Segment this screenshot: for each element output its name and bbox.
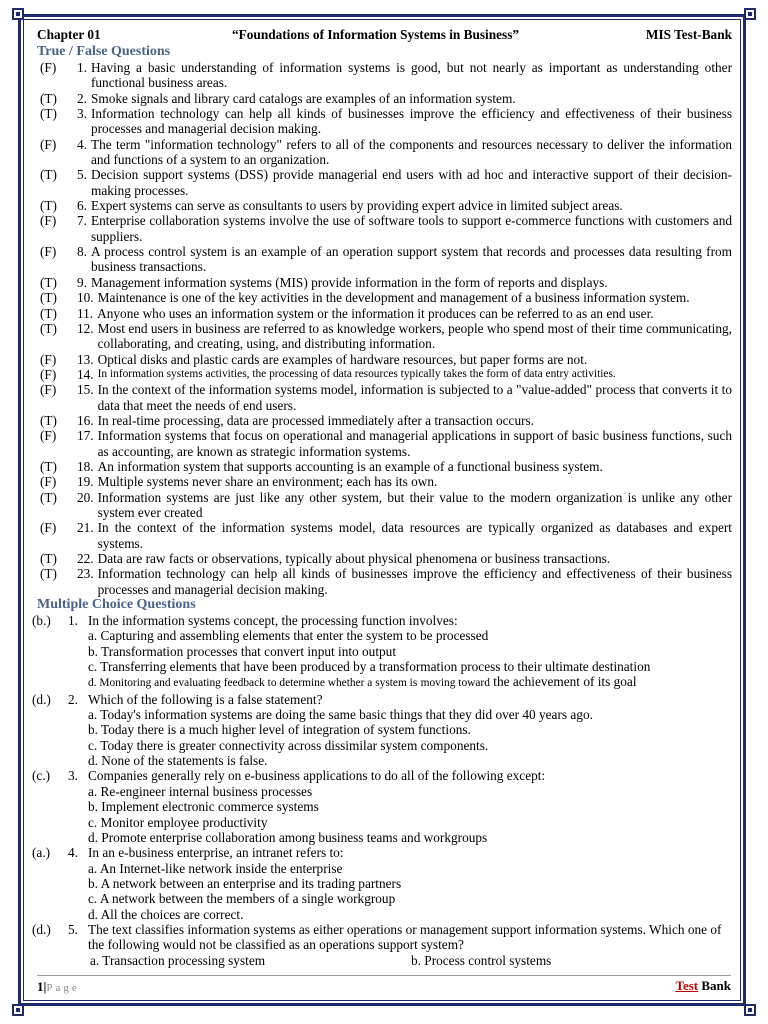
mc-option: b. Transformation processes that convert input into output xyxy=(88,643,397,659)
mc-option-row xyxy=(32,953,732,968)
tf-answer: (F) xyxy=(40,351,57,367)
chapter-label: Chapter 01 xyxy=(37,27,101,42)
tf-answer: (F) xyxy=(40,60,57,75)
tf-number: 22. xyxy=(77,551,94,566)
tf-number: 3. xyxy=(77,106,87,122)
mc-option: c. A network between the members of a single workgroup xyxy=(88,891,396,907)
document-title: “Foundations of Information Systems in Business” xyxy=(232,27,520,42)
tf-question xyxy=(32,137,732,168)
footer-bank-word: Bank xyxy=(701,978,731,993)
tf-question xyxy=(32,382,732,413)
mc-option: a. Today's information systems are doing the same basic things that they did over 40 years ago. xyxy=(88,707,593,723)
tf-question xyxy=(32,566,732,597)
tf-answer: (F) xyxy=(40,244,57,260)
mc-option: b. A network between an enterprise and its trading partners xyxy=(88,875,402,891)
tf-question xyxy=(32,352,732,367)
mc-option: b. Process control systems xyxy=(411,952,552,968)
tf-number: 14. xyxy=(77,366,94,382)
tf-number: 4. xyxy=(77,136,87,152)
tf-answer: (F) xyxy=(40,136,57,152)
tf-question-text: Information technology can help all kinds of businesses improve the efficiency and effectiveness of their business processes and managerial decision making. xyxy=(90,106,732,137)
mc-question-text: In the information systems concept, the processing function involves: xyxy=(88,613,458,629)
mc-question xyxy=(32,922,732,953)
tf-number: 17. xyxy=(77,428,94,444)
tf-answer: (T) xyxy=(40,167,57,183)
mc-option: d. All the choices are correct. xyxy=(88,906,244,922)
mc-number: 2. xyxy=(68,691,78,707)
mc-option: b. Today there is a much higher level of integration of system functions. xyxy=(88,722,471,738)
mc-answer: (a.) xyxy=(32,845,51,861)
page-label: Page xyxy=(46,982,80,994)
page-footer xyxy=(37,975,731,996)
tf-question-text: Decision support systems (DSS) provide managerial end users with ad hoc and interactive support of their decision-making processes. xyxy=(90,167,732,198)
tf-answer: (T) xyxy=(40,458,57,474)
tf-answer: (T) xyxy=(40,198,57,214)
tf-answer: (F) xyxy=(40,366,57,382)
tf-answer: (T) xyxy=(40,566,57,582)
test-bank-label: MIS Test-Bank xyxy=(645,27,732,42)
tf-number: 19. xyxy=(77,474,94,490)
tf-question-text: Management information systems (MIS) provide information in the form of reports and displays. xyxy=(90,274,608,290)
corner-ornament xyxy=(744,1004,756,1016)
mc-option xyxy=(32,674,732,691)
tf-question xyxy=(32,551,732,566)
mc-question xyxy=(32,768,732,783)
tf-question-text: In real-time processing, data are processed immediately after a transaction occurs. xyxy=(97,412,535,428)
tf-number: 16. xyxy=(77,412,94,428)
tf-question-text: Data are raw facts or observations, typically about physical phenomena or business transactions. xyxy=(97,551,611,566)
tf-question-text: Anyone who uses an information system or the information it produces can be referred to as an end user. xyxy=(97,305,654,321)
tf-number: 10. xyxy=(77,290,94,306)
tf-question xyxy=(32,459,732,474)
tf-number: 7. xyxy=(77,213,87,229)
tf-question xyxy=(32,91,732,106)
tf-number: 23. xyxy=(77,566,94,582)
tf-question xyxy=(32,520,732,551)
tf-question-text: Having a basic understanding of information systems is good, but not nearly as important as understanding other functional business areas. xyxy=(90,60,732,91)
mc-number: 5. xyxy=(68,921,78,937)
mc-option: b. Implement electronic commerce systems xyxy=(88,799,319,815)
document-body xyxy=(32,27,732,972)
tf-answer: (F) xyxy=(40,213,57,229)
tf-question xyxy=(32,275,732,290)
tf-question-text: In information systems activities, the processing of data resources typically takes the form of data entry activities. xyxy=(97,367,616,380)
tf-question-text: Most end users in business are referred to as knowledge workers, people who spend most of their time communicating, collaborating, and creating, using, and distributing information. xyxy=(97,320,732,352)
tf-answer: (T) xyxy=(40,412,57,428)
mc-answer: (c.) xyxy=(32,768,51,784)
tf-answer: (T) xyxy=(40,90,57,106)
tf-question xyxy=(32,198,732,213)
tf-answer: (F) xyxy=(40,474,57,490)
tf-question xyxy=(32,428,732,459)
tf-question xyxy=(32,490,732,521)
tf-number: 2. xyxy=(77,90,87,106)
tf-answer: (T) xyxy=(40,320,57,336)
tf-answer: (T) xyxy=(40,274,57,290)
tf-question xyxy=(32,167,732,198)
tf-question xyxy=(32,321,732,352)
mc-option: c. Today there is greater connectivity across dissimilar system components. xyxy=(88,737,489,753)
test-bank-footer xyxy=(675,978,731,994)
tf-number: 15. xyxy=(77,382,94,398)
tf-number: 13. xyxy=(77,351,94,367)
mc-option-part: moving toward xyxy=(420,677,490,690)
tf-answer: (T) xyxy=(40,290,57,306)
tf-question-text: Smoke signals and library card catalogs are examples of an information system. xyxy=(90,90,516,106)
tf-question xyxy=(32,413,732,428)
tf-number: 11. xyxy=(77,305,94,321)
tf-answer: (F) xyxy=(40,382,57,398)
tf-section-heading: True / False Questions xyxy=(37,44,171,59)
tf-question xyxy=(32,106,732,137)
mc-option: a. Transaction processing system xyxy=(90,952,266,968)
tf-answer: (T) xyxy=(40,106,57,122)
tf-question xyxy=(32,213,732,244)
mc-option-part: the achievement of its goal xyxy=(493,674,637,690)
mc-option: c. Transferring elements that have been produced by a transformation process to their ultimate destination xyxy=(88,659,651,675)
mc-number: 3. xyxy=(68,768,78,784)
tf-number: 6. xyxy=(77,198,87,214)
tf-number: 5. xyxy=(77,167,87,183)
tf-number: 8. xyxy=(77,244,87,260)
tf-question xyxy=(32,306,732,321)
corner-ornament xyxy=(744,8,756,20)
mc-answer: (b.) xyxy=(32,613,51,629)
tf-number: 12. xyxy=(77,320,94,336)
tf-question xyxy=(32,290,732,305)
tf-question-text: In the context of the information systems model, information is subjected to a "value-added" process that converts it to data that meet the needs of end users. xyxy=(97,382,732,413)
tf-question-text: An information system that supports accounting is an example of a functional business system. xyxy=(97,458,603,474)
mc-question xyxy=(32,692,732,707)
mc-question-text: The text classifies information systems as either operations or management support information systems. Which one of the following would not be classified as an operations support system? xyxy=(88,921,722,953)
tf-question-text: Information systems are just like any other system, but their value to the modern organization is unlike any other system ever created xyxy=(97,489,732,520)
corner-ornament xyxy=(12,8,24,20)
tf-question-text: Multiple systems never share an environment; each has its own. xyxy=(97,474,438,490)
mc-option: a. Re-engineer internal business processes xyxy=(88,783,313,799)
mc-option: a. Capturing and assembling elements that enter the system to be processed xyxy=(88,628,489,644)
tf-number: 9. xyxy=(77,274,87,290)
tf-answer: (F) xyxy=(40,428,57,444)
tf-number: 21. xyxy=(77,520,94,536)
page-header xyxy=(32,27,732,44)
mc-question-list xyxy=(32,613,732,968)
tf-question xyxy=(32,367,732,382)
mc-question xyxy=(32,613,732,628)
tf-question xyxy=(32,244,732,275)
mc-question xyxy=(32,845,732,860)
tf-answer: (F) xyxy=(40,520,57,536)
mc-answer: (d.) xyxy=(32,921,51,937)
mc-answer: (d.) xyxy=(32,691,51,707)
tf-number: 18. xyxy=(77,458,94,474)
tf-question-text: Expert systems can serve as consultants to users by providing expert advice in limited subject areas. xyxy=(90,198,623,214)
tf-question-text: The term "information technology" refers to all of the components and resources necessary to deliver the information and functions of a system to an organization. xyxy=(90,136,732,168)
mc-section-heading: Multiple Choice Questions xyxy=(37,597,196,613)
tf-answer: (T) xyxy=(40,305,57,321)
mc-question-text: Which of the following is a false statement? xyxy=(88,691,323,707)
tf-question-text: Maintenance is one of the key activities in the development and management of a business information system. xyxy=(97,290,690,306)
tf-question-text: Enterprise collaboration systems involve the use of software tools to support e-commerce functions with customers and suppliers. xyxy=(90,213,732,244)
mc-option: d. None of the statements is false. xyxy=(88,753,268,769)
tf-question-text: A process control system is an example of an operation support system that records and processes data resulting from business transactions. xyxy=(90,244,732,275)
mc-number: 1. xyxy=(68,613,78,629)
mc-option: c. Monitor employee productivity xyxy=(88,814,268,830)
tf-question-text: Information technology can help all kinds of businesses improve the efficiency and effectiveness of their business processes and managerial decision making. xyxy=(97,566,732,597)
page-number: 1|Page xyxy=(37,979,80,994)
tf-number: 1. xyxy=(77,60,87,75)
mc-number: 4. xyxy=(68,845,78,861)
corner-ornament xyxy=(12,1004,24,1016)
tf-question xyxy=(32,474,732,489)
tf-question-list xyxy=(32,60,732,597)
footer-test-word: Test xyxy=(675,978,699,993)
tf-question-text: Optical disks and plastic cards are examples of hardware resources, but paper forms are not. xyxy=(97,351,588,367)
tf-question xyxy=(32,60,732,91)
mc-option-part: d. Monitoring and evaluating feedback to determine whether a system is xyxy=(88,677,418,690)
tf-question-text: Information systems that focus on operational and managerial applications in support of basic business functions, such as accounting, are known as strategic information systems. xyxy=(97,428,732,459)
tf-answer: (T) xyxy=(40,489,57,505)
mc-question-text: In an e-business enterprise, an intranet refers to: xyxy=(88,845,344,861)
tf-number: 20. xyxy=(77,489,94,505)
tf-answer: (T) xyxy=(40,551,57,566)
mc-question-text: Companies generally rely on e-business applications to do all of the following except: xyxy=(88,768,546,784)
tf-question-text: In the context of the information systems model, data resources are typically organized as databases and expert systems. xyxy=(97,520,732,551)
mc-option: d. Promote enterprise collaboration among business teams and workgroups xyxy=(88,829,488,845)
mc-option: a. An Internet-like network inside the enterprise xyxy=(88,860,343,876)
